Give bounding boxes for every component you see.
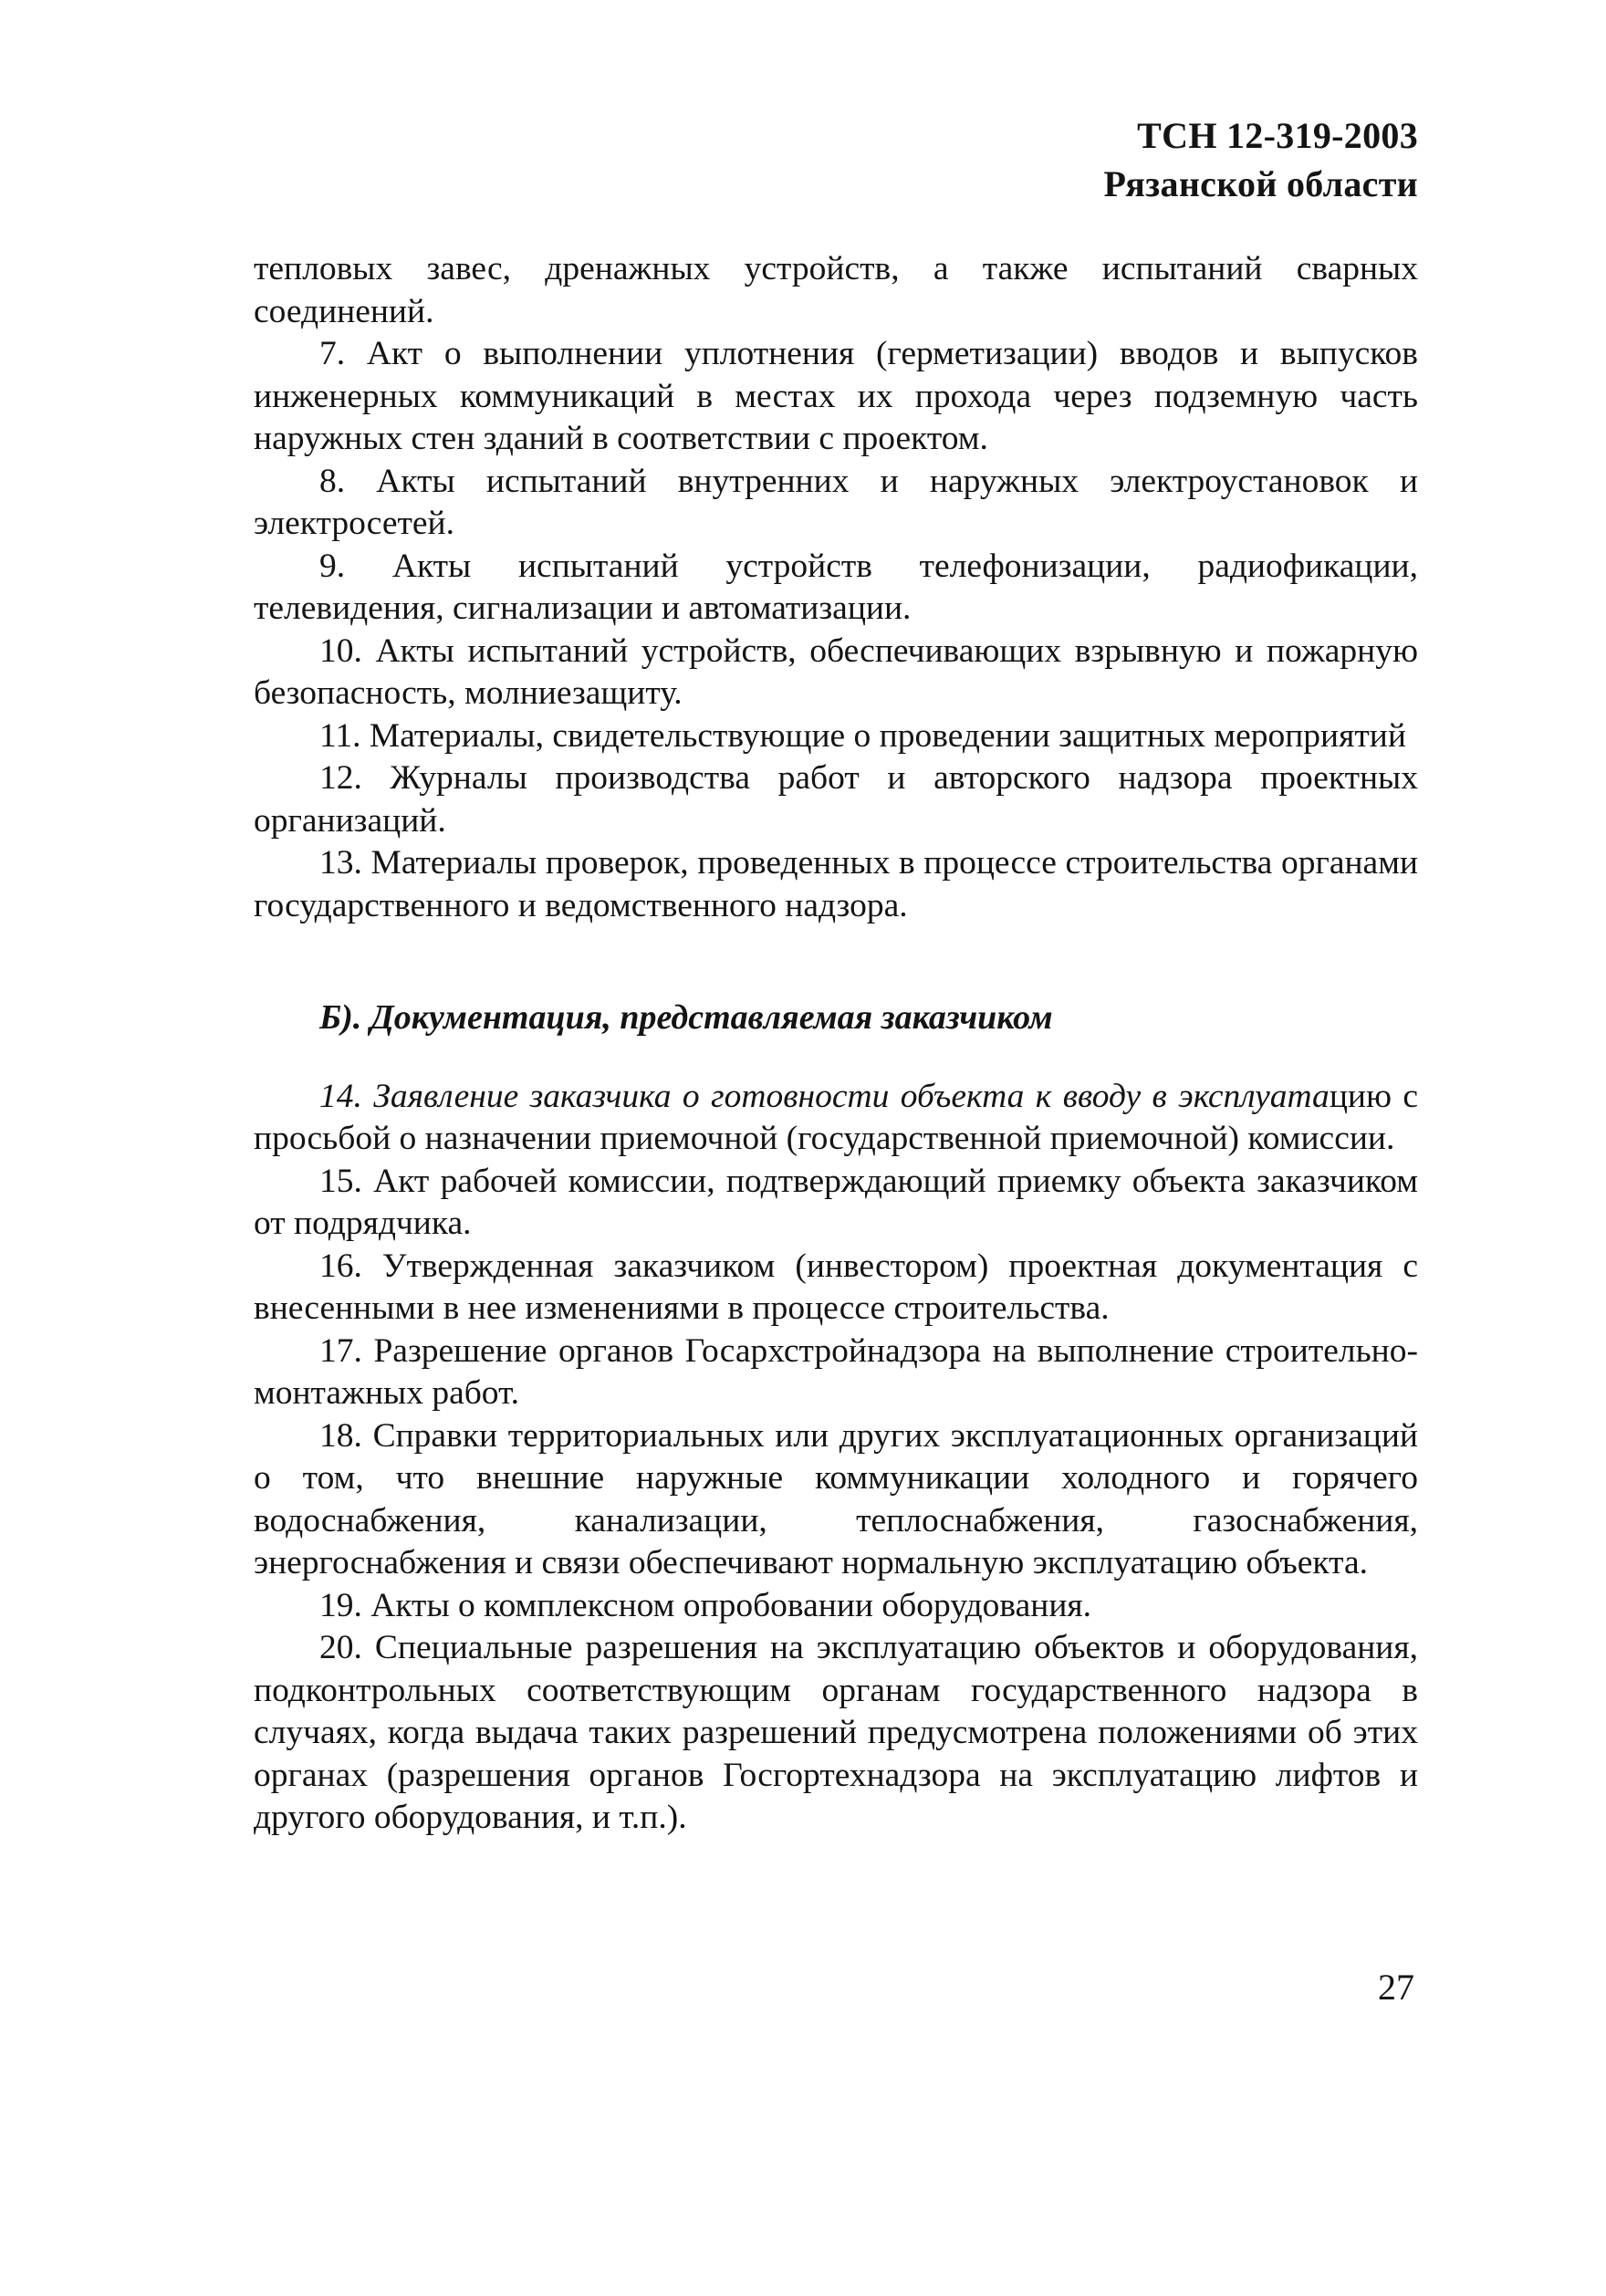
paragraph-continuation: тепловых завес, дренажных устройств, а также испытаний сварных соединений. [254, 250, 1418, 330]
paragraph-item-8: 8. Акты испытаний внутренних и наружных электроустановок и электросетей. [254, 462, 1418, 542]
paragraph-item-16: 16. Утвержденная заказчиком (инвестором) проектная документация с внесенными в нее изменениями в процессе строительства. [254, 1247, 1418, 1327]
paragraph-item-9: 9. Акты испытаний устройств телефонизации, радиофикации, телевидения, сигнализации и автоматизации. [254, 547, 1418, 627]
paragraph-item-14 [254, 1076, 1418, 1161]
document-region: Рязанской области [1103, 163, 1418, 204]
document-code: ТСН 12-319-2003 [1137, 115, 1418, 156]
paragraph-item-17: 17. Разрешение органов Госархстройнадзора на выполнение строительно-монтажных работ. [254, 1331, 1418, 1412]
paragraph-item-20: 20. Специальные разрешения на эксплуатацию объектов и оборудования, подконтрольных соответствующим органам государственного надзора в случаях, когда выдача таких разрешений предусмотрена положениями об этих органах (разрешения органов Госгортехнадзора на эксплуатацию лифтов и другого оборудования, и т.п.). [254, 1629, 1418, 1836]
paragraph-item-14-italic: 14. Заявление заказчика о готовности объекта к вводу в эксплуата [319, 1077, 1330, 1115]
section-heading-b: Б). Документация, представляемая заказчиком [319, 998, 1053, 1037]
paragraph-item-13: 13. Материалы проверок, проведенных в процессе строительства органами государственного и ведомственного надзора. [254, 844, 1418, 924]
paragraph-item-15: 15. Акт рабочей комиссии, подтверждающий приемку объекта заказчиком от подрядчика. [254, 1162, 1418, 1242]
paragraph-item-7: 7. Акт о выполнении уплотнения (герметизации) вводов и выпусков инженерных коммуникаций в местах их прохода через подземную часть наружных стен зданий в соответствии с проектом. [254, 335, 1418, 457]
page-number: 27 [1378, 1967, 1414, 2008]
paragraph-item-19: 19. Акты о комплексном опробовании оборудования. [319, 1586, 1092, 1624]
paragraph-item-12: 12. Журналы производства работ и авторского надзора проектных организаций. [254, 759, 1418, 840]
paragraph-item-14-rest: цию с просьбой о назначении приемочной (государственной приемочной) комиссии. [254, 1077, 1419, 1157]
document-body [254, 248, 1418, 1840]
paragraph-item-18: 18. Справки территориальных или других эксплуатационных организаций о том, что внешние наружные коммуникации холодного и горячего водоснабжения, канализации, теплоснабжения, газоснабжения, энергоснабжения и связи обеспечивают нормальную эксплуатацию объекта. [254, 1416, 1418, 1581]
paragraph-item-11: 11. Материалы, свидетельствующие о проведении защитных мероприятий [319, 716, 1406, 755]
document-header [1104, 111, 1418, 208]
paragraph-item-10: 10. Акты испытаний устройств, обеспечивающих взрывную и пожарную безопасность, молниезащиту. [254, 631, 1418, 712]
